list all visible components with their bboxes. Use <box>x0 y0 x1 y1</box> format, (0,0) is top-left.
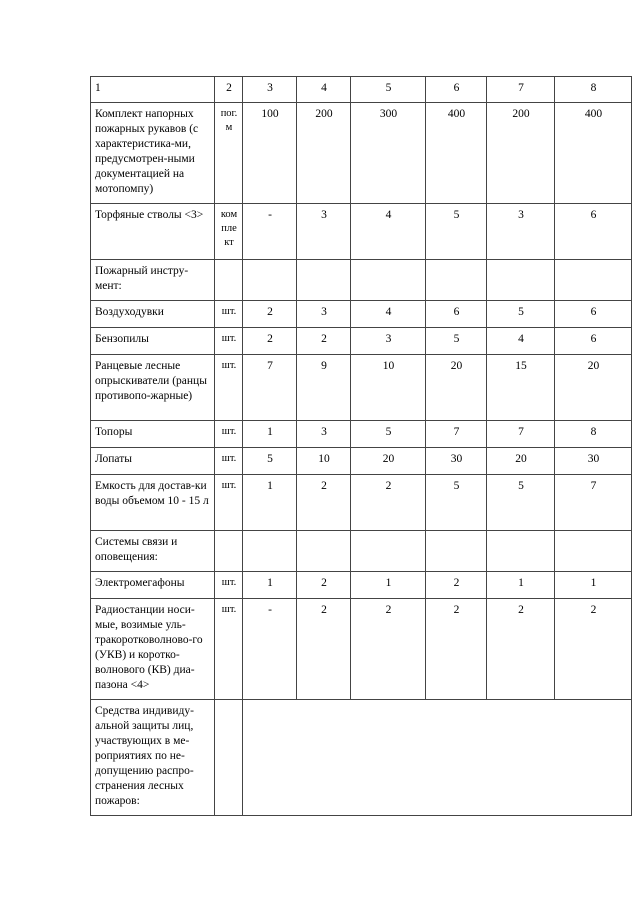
value-cell: 5 <box>426 328 487 355</box>
table-row <box>91 700 632 816</box>
value-cell <box>555 531 632 572</box>
value-cell: 2 <box>297 475 351 531</box>
value-cell <box>487 531 555 572</box>
value-cell: 1 <box>243 421 297 448</box>
item-name-cell: Топоры <box>91 421 215 448</box>
value-cell: 5 <box>426 475 487 531</box>
table-row <box>91 204 632 260</box>
value-cell: 4 <box>487 328 555 355</box>
item-name-cell: Воздуходувки <box>91 301 215 328</box>
unit-cell <box>215 260 243 301</box>
value-cell: 30 <box>555 448 632 475</box>
value-cell: 20 <box>555 355 632 421</box>
value-cell: 4 <box>351 204 426 260</box>
item-name-cell: Бензопилы <box>91 328 215 355</box>
header-cell: 3 <box>243 77 297 103</box>
header-cell: 8 <box>555 77 632 103</box>
value-cell: 2 <box>297 572 351 599</box>
value-cell: 2 <box>426 599 487 700</box>
table-row <box>91 260 632 301</box>
unit-cell: шт. <box>215 572 243 599</box>
table-row <box>91 103 632 204</box>
value-cell: 7 <box>555 475 632 531</box>
value-cell <box>297 260 351 301</box>
value-cell: 3 <box>297 204 351 260</box>
value-cell <box>243 260 297 301</box>
value-cell: 6 <box>555 328 632 355</box>
value-cell: 20 <box>426 355 487 421</box>
value-cell: 2 <box>243 301 297 328</box>
unit-cell: шт. <box>215 448 243 475</box>
value-cell: 400 <box>426 103 487 204</box>
value-cell: 20 <box>487 448 555 475</box>
unit-cell: шт. <box>215 475 243 531</box>
value-cell: 300 <box>351 103 426 204</box>
item-name-cell: Лопаты <box>91 448 215 475</box>
value-cell <box>351 531 426 572</box>
value-cell: 9 <box>297 355 351 421</box>
value-cell: 5 <box>426 204 487 260</box>
value-cell: 5 <box>487 475 555 531</box>
unit-cell: шт. <box>215 328 243 355</box>
unit-cell <box>215 700 243 816</box>
item-name-cell: Торфяные стволы <3> <box>91 204 215 260</box>
equipment-table <box>90 76 632 816</box>
item-name-cell: Емкость для достав-ки воды объемом 10 - 15 л <box>91 475 215 531</box>
value-cell: 10 <box>351 355 426 421</box>
value-cell: 2 <box>426 572 487 599</box>
value-cell: 5 <box>487 301 555 328</box>
table-row <box>91 599 632 700</box>
unit-cell: шт. <box>215 355 243 421</box>
value-cell: 8 <box>555 421 632 448</box>
value-cell: 5 <box>351 421 426 448</box>
value-cell: 7 <box>426 421 487 448</box>
value-cell <box>426 531 487 572</box>
value-cell: 15 <box>487 355 555 421</box>
table-row <box>91 421 632 448</box>
value-cell: 2 <box>351 599 426 700</box>
unit-cell: шт. <box>215 421 243 448</box>
table-row <box>91 355 632 421</box>
header-cell: 4 <box>297 77 351 103</box>
table-row <box>91 301 632 328</box>
value-cell: 6 <box>555 301 632 328</box>
header-cell: 2 <box>215 77 243 103</box>
unit-cell: комплект <box>215 204 243 260</box>
unit-cell <box>215 531 243 572</box>
value-cell: 3 <box>297 301 351 328</box>
value-cell <box>297 531 351 572</box>
header-cell: 7 <box>487 77 555 103</box>
value-cell: 3 <box>351 328 426 355</box>
value-cell: 2 <box>297 599 351 700</box>
unit-cell: шт. <box>215 599 243 700</box>
value-cell: - <box>243 204 297 260</box>
value-cell: 1 <box>487 572 555 599</box>
value-cell <box>243 531 297 572</box>
value-cell: 2 <box>487 599 555 700</box>
table-row <box>91 328 632 355</box>
item-name-cell: Комплект напорных пожарных рукавов (с характеристика-ми, предусмотрен-ными документацией на мотопомпу) <box>91 103 215 204</box>
header-cell: 6 <box>426 77 487 103</box>
item-name-cell: Пожарный инстру-мент: <box>91 260 215 301</box>
table-row <box>91 572 632 599</box>
item-name-cell: Средства индивиду-альной защиты лиц, участвующих в ме-роприятиях по не-допущению распро-странения лесных пожаров: <box>91 700 215 816</box>
value-cell: - <box>243 599 297 700</box>
table-row <box>91 531 632 572</box>
value-cell: 30 <box>426 448 487 475</box>
table-row <box>91 448 632 475</box>
value-cell: 1 <box>351 572 426 599</box>
unit-cell: шт. <box>215 301 243 328</box>
table-body <box>91 77 632 816</box>
value-cell: 2 <box>555 599 632 700</box>
item-name-cell: Ранцевые лесные опрыскиватели (ранцы противопо-жарные) <box>91 355 215 421</box>
header-cell: 1 <box>91 77 215 103</box>
value-cell: 100 <box>243 103 297 204</box>
value-cell: 2 <box>243 328 297 355</box>
value-cell: 200 <box>487 103 555 204</box>
value-cell: 200 <box>297 103 351 204</box>
value-cell: 1 <box>555 572 632 599</box>
value-cell <box>351 260 426 301</box>
value-cell: 10 <box>297 448 351 475</box>
value-cell <box>555 260 632 301</box>
value-cell: 1 <box>243 572 297 599</box>
value-cell: 400 <box>555 103 632 204</box>
value-cell <box>487 260 555 301</box>
unit-cell: пог. м <box>215 103 243 204</box>
value-cell: 7 <box>487 421 555 448</box>
item-name-cell: Электромегафоны <box>91 572 215 599</box>
value-cell: 3 <box>487 204 555 260</box>
item-name-cell: Радиостанции носи-мые, возимые уль-тракоротковолново-го (УКВ) и коротко-волнового (КВ) диа-пазона <4> <box>91 599 215 700</box>
value-cell <box>426 260 487 301</box>
value-cell: 20 <box>351 448 426 475</box>
header-cell: 5 <box>351 77 426 103</box>
header-row <box>91 77 632 103</box>
value-cell: 6 <box>555 204 632 260</box>
value-cell: 3 <box>297 421 351 448</box>
value-cell: 2 <box>297 328 351 355</box>
value-cell: 7 <box>243 355 297 421</box>
value-cell: 4 <box>351 301 426 328</box>
merged-empty-cell <box>243 700 632 816</box>
table-row <box>91 475 632 531</box>
value-cell: 1 <box>243 475 297 531</box>
item-name-cell: Системы связи и оповещения: <box>91 531 215 572</box>
value-cell: 5 <box>243 448 297 475</box>
value-cell: 6 <box>426 301 487 328</box>
value-cell: 2 <box>351 475 426 531</box>
